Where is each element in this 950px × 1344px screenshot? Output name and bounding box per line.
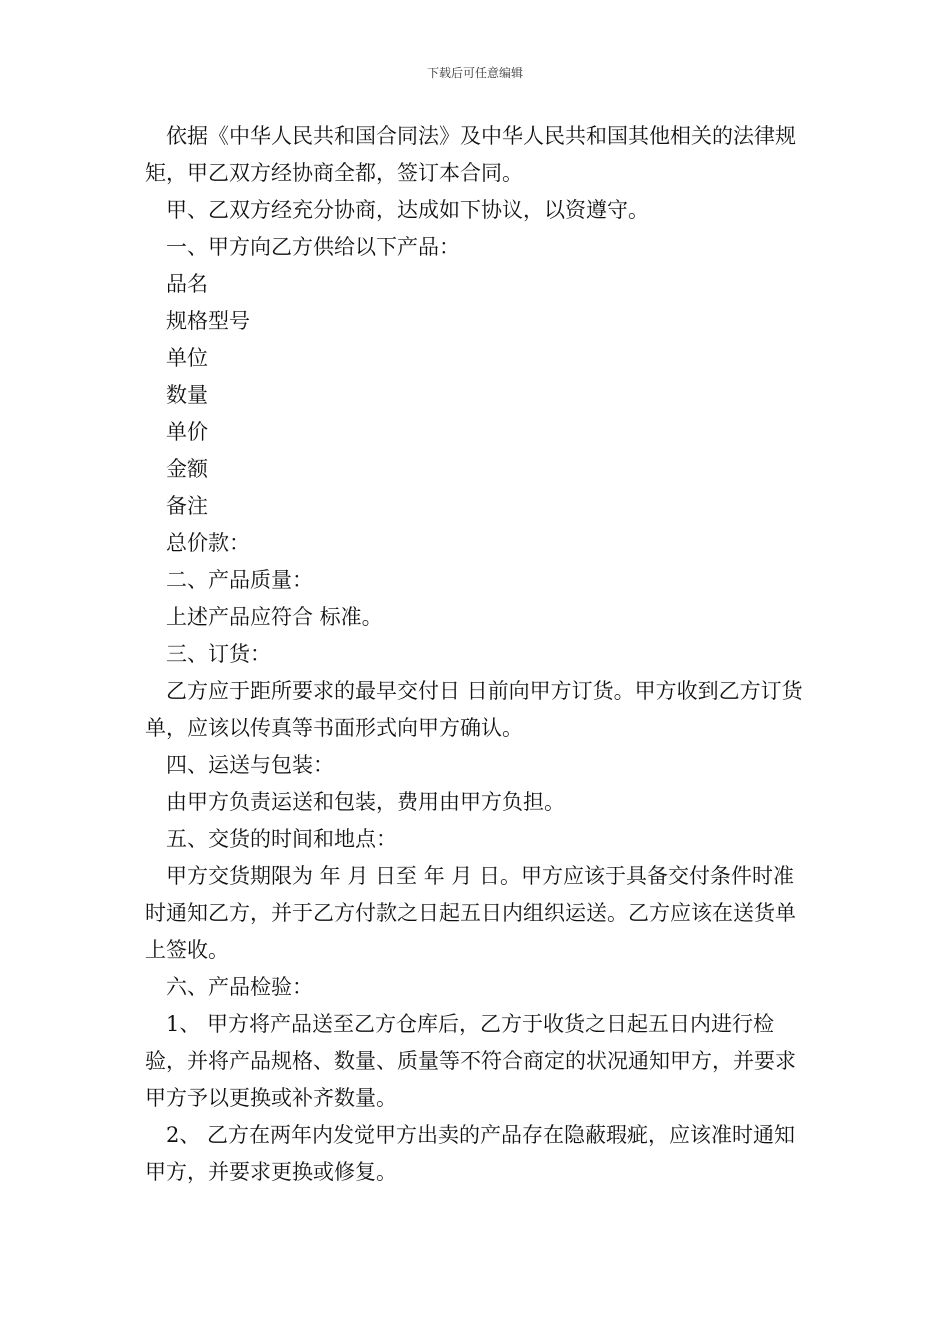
field-unit: 单位 [166,346,208,370]
section-heading-ordering: 三、订货： [166,642,271,666]
header-note: 下载后可任意编辑 [426,66,523,80]
paragraph-legal-basis: 依据《中华人民共和国合同法》及中华人民共和国其他相关的法律规矩，甲乙双方经协商全都，签订本合同。 [145,124,796,185]
contract-body [145,118,807,1191]
field-product-name: 品名 [166,272,208,296]
paragraph-inspection-2: 2、 乙方在两年内发觉甲方出卖的产品存在隐蔽瑕疵，应该准时通知甲方，并要求更换或修复。 [145,1123,796,1184]
field-remarks: 备注 [166,494,208,518]
field-quantity: 数量 [166,383,208,407]
field-amount: 金额 [166,457,208,481]
paragraph-quality: 上述产品应符合 标准。 [166,605,383,629]
paragraph-delivery: 甲方交货期限为 年 月 日至 年 月 日。甲方应该于具备交付条件时准时通知乙方，并于乙方付款之日起五日内组织运送。乙方应该在送货单上签收。 [145,864,796,962]
paragraph-inspection-1: 1、 甲方将产品送至乙方仓库后，乙方于收货之日起五日内进行检验，并将产品规格、数量、质量等不符合商定的状况通知甲方，并要求甲方予以更换或补齐数量。 [145,1012,796,1110]
section-heading-transport: 四、运送与包装： [166,753,334,777]
field-total-price: 总价款： [166,531,250,555]
paragraph-agreement: 甲、乙双方经充分协商，达成如下协议，以资遵守。 [166,198,649,222]
section-heading-quality: 二、产品质量： [166,568,313,592]
section-heading-inspection: 六、产品检验： [166,975,313,999]
field-specification: 规格型号 [166,309,250,333]
field-unit-price: 单价 [166,420,208,444]
section-heading-products: 一、甲方向乙方供给以下产品： [166,235,460,259]
section-heading-delivery: 五、交货的时间和地点： [166,827,397,851]
paragraph-ordering: 乙方应于距所要求的最早交付日 日前向甲方订货。甲方收到乙方订货单，应该以传真等书面形式向甲方确认。 [145,679,803,740]
paragraph-transport: 由甲方负责运送和包装，费用由甲方负担。 [166,790,565,814]
